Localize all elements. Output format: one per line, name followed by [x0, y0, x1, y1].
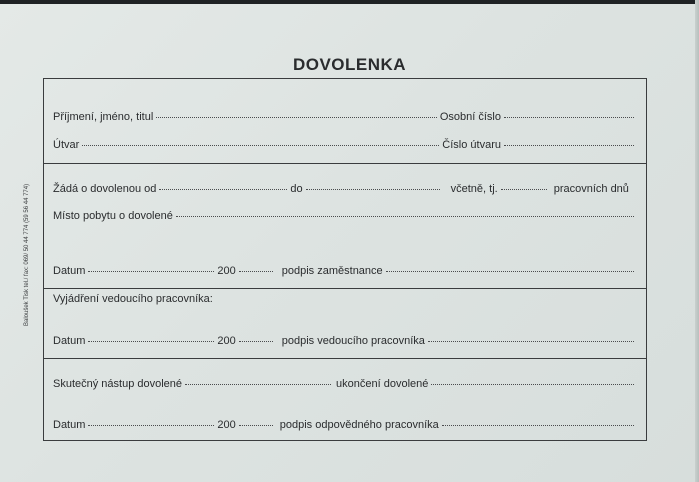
personal-number-label: Osobní číslo — [439, 111, 501, 123]
responsible-year-prefix: 200 — [217, 419, 236, 431]
responsible-date-label: Datum — [53, 419, 86, 431]
date-to-field[interactable] — [306, 189, 440, 190]
employee-signature-field[interactable] — [386, 271, 634, 272]
actual-start-label: Skutečný nástup dovolené — [53, 378, 183, 390]
responsible-date-field[interactable] — [88, 425, 214, 426]
unit-row — [53, 139, 637, 152]
employee-year-prefix: 200 — [217, 265, 236, 277]
responsible-signature-row — [53, 419, 637, 432]
working-days-label: pracovních dnů — [553, 183, 629, 195]
stay-location-field[interactable] — [176, 216, 634, 217]
date-from-field[interactable] — [159, 189, 287, 190]
employee-year-field[interactable] — [239, 271, 273, 272]
request-dates-row — [53, 183, 637, 196]
actual-dates-row — [53, 378, 637, 391]
divider-1 — [44, 163, 646, 164]
employee-date-field[interactable] — [88, 271, 214, 272]
personal-number-field[interactable] — [504, 117, 634, 118]
employee-signature-label: podpis zaměstnance — [281, 265, 383, 277]
stay-location-label: Místo pobytu o dovolené — [53, 210, 173, 222]
days-count-field[interactable] — [501, 189, 547, 190]
manager-date-label: Datum — [53, 335, 86, 347]
manager-year-prefix: 200 — [217, 335, 236, 347]
name-field[interactable] — [156, 117, 437, 118]
manager-statement-label: Vyjádření vedoucího pracovníka: — [53, 293, 213, 305]
responsible-signature-field[interactable] — [442, 425, 634, 426]
manager-signature-row — [53, 335, 637, 348]
paper-top-edge — [0, 0, 699, 4]
divider-3 — [44, 358, 646, 359]
form-title: DOVOLENKA — [292, 55, 407, 74]
inclusive-label: včetně, tj. — [450, 183, 498, 195]
form-box — [43, 78, 647, 441]
unit-number-label: Číslo útvaru — [442, 139, 501, 151]
printer-imprint: Baloušek Tisk tel./ fax: 069/ 50 44 774 (59 56 44 774) — [24, 183, 30, 326]
manager-signature-label: podpis vedoucího pracovníka — [281, 335, 425, 347]
manager-year-field[interactable] — [239, 341, 273, 342]
responsible-year-field[interactable] — [239, 425, 273, 426]
name-label: Příjmení, jméno, titul — [53, 111, 154, 123]
manager-statement-row — [53, 293, 637, 306]
manager-date-field[interactable] — [88, 341, 214, 342]
responsible-signature-label: podpis odpovědného pracovníka — [279, 419, 439, 431]
actual-end-field[interactable] — [431, 384, 634, 385]
stay-location-row — [53, 210, 637, 223]
actual-start-field[interactable] — [185, 384, 331, 385]
name-row — [53, 111, 637, 124]
unit-number-field[interactable] — [504, 145, 634, 146]
requests-from-label: Žádá o dovolenou od — [53, 183, 157, 195]
employee-signature-row — [53, 265, 637, 278]
employee-date-label: Datum — [53, 265, 86, 277]
actual-end-label: ukončení dovolené — [336, 378, 429, 390]
unit-field[interactable] — [82, 145, 439, 146]
to-label: do — [290, 183, 303, 195]
manager-signature-field[interactable] — [428, 341, 634, 342]
divider-2 — [44, 288, 646, 289]
unit-label: Útvar — [53, 139, 80, 151]
